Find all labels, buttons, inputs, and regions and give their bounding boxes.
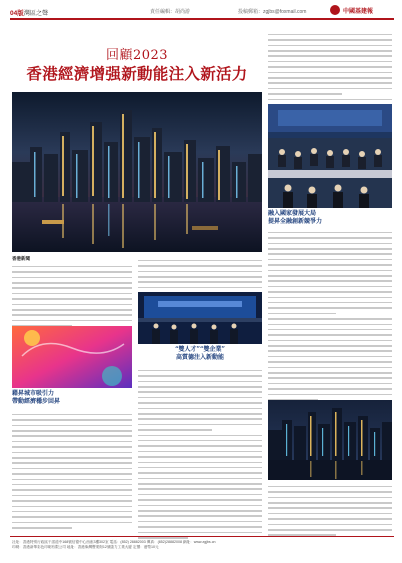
submission-email: 投稿郵箱：zgjbs@foxmail.com bbox=[238, 9, 307, 15]
forum-stage-photo bbox=[138, 292, 262, 344]
caption-line: 帶動經濟穩步回昇 bbox=[12, 398, 61, 405]
caption-line: 高質德注入新動能 bbox=[175, 354, 224, 361]
section-name: 灣區之聲 bbox=[24, 11, 49, 17]
article-text-left-bottom bbox=[12, 410, 132, 534]
caption-line: “雙人才”“雙企業” bbox=[175, 346, 225, 353]
caption-left-mid bbox=[12, 390, 132, 406]
article-text-right-mid bbox=[268, 228, 392, 396]
conference-photo bbox=[268, 104, 392, 208]
caption-line: 提昇全融創新競爭力 bbox=[268, 218, 323, 225]
article-text-right-bottom bbox=[268, 482, 392, 534]
editor-credit: 責任編輯：胡尚游 bbox=[150, 9, 191, 15]
harbour-night-photo bbox=[12, 92, 262, 252]
skyline-photo bbox=[268, 400, 392, 480]
footer-rule bbox=[10, 536, 394, 537]
hello-hong-kong-photo bbox=[12, 326, 132, 388]
article-text-right-top bbox=[268, 30, 392, 100]
caption-line: 藉昇城市吸引力 bbox=[12, 390, 55, 397]
article-text-center-top bbox=[138, 256, 262, 290]
article-text-left-top bbox=[12, 256, 132, 326]
footer-line-1: 社址：香港特別行政區干諾道中168號信德中心西座3樓302室 電話：(852) 28882003 傳真：(852)28882008 網址：www.zgjbs.cn bbox=[12, 540, 216, 544]
page-number: 04版 bbox=[10, 10, 24, 17]
logo-icon bbox=[330, 5, 340, 15]
headline-title: 香港經濟增强新動能注入新活力 bbox=[26, 64, 248, 83]
article-text-center-bottom bbox=[138, 366, 262, 534]
header-rule bbox=[10, 18, 394, 20]
caption-center-mid bbox=[138, 346, 262, 362]
article-lead: 香港新聞 bbox=[12, 257, 30, 262]
newspaper-logo bbox=[330, 5, 373, 15]
caption-right-top bbox=[268, 210, 392, 226]
footer-line-2: 印刷：香港新華彩色印刷有限公司 地址：香港柴灣豐業街12號啟力工業大廈 定價：港幣10元 bbox=[12, 545, 159, 549]
caption-line: 融入國家發展大局 bbox=[268, 210, 317, 217]
logo-text: 中國基建報 bbox=[343, 8, 374, 15]
headline-year: 回顧2023 bbox=[105, 48, 169, 63]
footer-info bbox=[12, 540, 392, 550]
